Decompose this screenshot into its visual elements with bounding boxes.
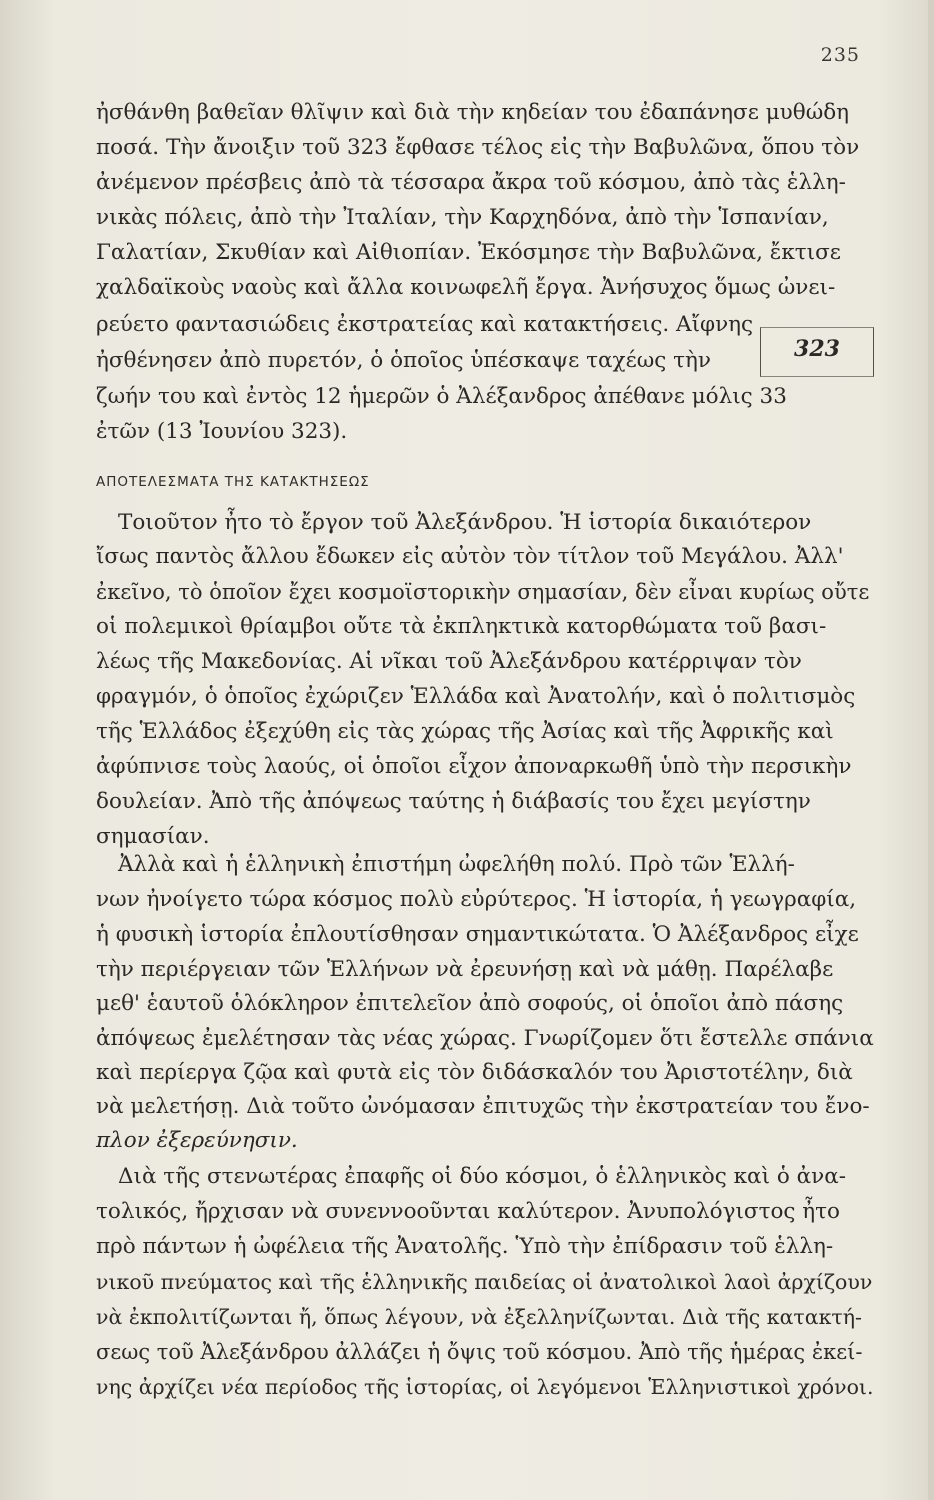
text-line: νικοῦ πνεύματος καὶ τῆς ἑλληνικῆς παιδείας οἱ ἀνατολικοὶ λαοὶ ἀρχίζουν — [96, 1270, 873, 1294]
text-line: ἐκεῖνο, τὸ ὁποῖον ἔχει κοσμοϊστορικὴν σημασίαν, δὲν εἶναι κυρίως οὔτε — [96, 580, 870, 604]
text-line: τολικός, ἤρχισαν νὰ συνεννοοῦνται καλύτερον. Ἀνυπολόγιστος ἦτο — [96, 1199, 840, 1224]
text-line: Γαλατίαν, Σκυθίαν καὶ Αἰθιοπίαν. Ἐκόσμησε τὴν Βαβυλῶνα, ἔκτισε — [96, 240, 841, 265]
text-line: νὰ ἐκπολιτίζωνται ἤ, ὅπως λέγουν, νὰ ἐξελληνίζωνται. Διὰ τῆς κατακτή- — [96, 1305, 862, 1329]
text-line: ποσά. Τὴν ἄνοιξιν τοῦ 323 ἔφθασε τέλος εἰς τὴν Βαβυλῶνα, ὅπου τὸν — [96, 135, 860, 160]
text-line: οἱ πολεμικοὶ θρίαμβοι οὔτε τὰ ἐκπληκτικὰ κατορθώματα τοῦ βασι- — [96, 614, 827, 639]
text-line: ἠσθάνθη βαθεῖαν θλῖψιν καὶ διὰ τὴν κηδείαν του ἐδαπάνησε μυθώδη — [96, 100, 850, 125]
text-line: τῆς Ἑλλάδος ἐξεχύθη εἰς τὰς χώρας τῆς Ἀσίας καὶ τῆς Ἀφρικῆς καὶ — [96, 719, 834, 744]
text-line: πλον ἐξερεύνησιν. — [96, 1128, 298, 1153]
text-line: νων ἠνοίγετο τώρα κόσμος πολὺ εὐρύτερος. Ἡ ἱστορία, ἡ γεωγραφία, — [96, 887, 857, 912]
margin-date-box — [760, 327, 874, 377]
text-line: ἴσως παντὸς ἄλλου ἔδωκεν εἰς αὐτὸν τὸν τίτλον τοῦ Μεγάλου. Ἀλλ' — [96, 544, 844, 569]
text-line: ρεύετο φαντασιώδεις ἐκστρατείας καὶ κατακτήσεις. Αἴφνης — [96, 312, 754, 337]
page-edge — [928, 0, 934, 1500]
text-line: νικὰς πόλεις, ἀπὸ τὴν Ἰταλίαν, τὴν Καρχηδόνα, ἀπὸ τὴν Ἱσπανίαν, — [96, 205, 829, 230]
text-line: ἡ φυσικὴ ἱστορία ἐπλουτίσθησαν σημαντικώτατα. Ὁ Ἀλέξανδρος εἶχε — [96, 922, 859, 947]
text-line: σημασίαν. — [96, 824, 210, 849]
text-line: μεθ' ἑαυτοῦ ὁλόκληρον ἐπιτελεῖον ἀπὸ σοφούς, οἱ ὁποῖοι ἀπὸ πάσης — [96, 991, 844, 1016]
page-number: 235 — [820, 44, 860, 66]
text-line: Τοιοῦτον ἦτο τὸ ἔργον τοῦ Ἀλεξάνδρου. Ἡ ἱστορία δικαιότερον — [118, 510, 812, 535]
text-line: ἀνέμενον πρέσβεις ἀπὸ τὰ τέσσαρα ἄκρα τοῦ κόσμου, ἀπὸ τὰς ἑλλη- — [96, 170, 846, 195]
text-line: ἐτῶν (13 Ἰουνίου 323). — [96, 419, 348, 444]
text-line: λέως τῆς Μακεδονίας. Αἱ νῖκαι τοῦ Ἀλεξάνδρου κατέρριψαν τὸν — [96, 649, 802, 674]
text-line: ἀφύπνισε τοὺς λαούς, οἱ ὁποῖοι εἶχον ἀποναρκωθῆ ὑπὸ τὴν περσικὴν — [96, 754, 852, 779]
text-line: Διὰ τῆς στενωτέρας ἐπαφῆς οἱ δύο κόσμοι, ὁ ἑλληνικὸς καὶ ὁ ἀνα- — [118, 1164, 846, 1189]
text-line: ζωήν του καὶ ἐντὸς 12 ἡμερῶν ὁ Ἀλέξανδρος ἀπέθανε μόλις 33 — [96, 384, 787, 409]
text-line: νης ἀρχίζει νέα περίοδος τῆς ἱστορίας, οἱ λεγόμενοι Ἑλληνιστικοὶ χρόνοι. — [96, 1375, 874, 1399]
text-line: δουλείαν. Ἀπὸ τῆς ἀπόψεως ταύτης ἡ διάβασίς του ἔχει μεγίστην — [96, 789, 811, 814]
text-line: φραγμόν, ὁ ὁποῖος ἐχώριζεν Ἑλλάδα καὶ Ἀνατολήν, καὶ ὁ πολιτισμὸς — [96, 684, 856, 709]
text-line: καὶ περίεργα ζῷα καὶ φυτὰ εἰς τὸν διδάσκαλόν του Ἀριστοτέλην, διὰ — [96, 1060, 853, 1085]
text-line: σεως τοῦ Ἀλεξάνδρου ἀλλάζει ἡ ὄψις τοῦ κόσμου. Ἀπὸ τῆς ἡμέρας ἐκεί- — [96, 1340, 863, 1364]
text-line: τὴν περιέργειαν τῶν Ἑλλήνων νὰ ἐρευνήσῃ καὶ νὰ μάθῃ. Παρέλαβε — [96, 957, 834, 982]
margin-date-note: 323 — [794, 336, 840, 362]
text-line: Ἀλλὰ καὶ ἡ ἑλληνικὴ ἐπιστήμη ὠφελήθη πολύ. Πρὸ τῶν Ἑλλή- — [118, 852, 795, 877]
text-line: νὰ μελετήσῃ. Διὰ τοῦτο ὠνόμασαν ἐπιτυχῶς τὴν ἐκστρατείαν του ἔνο- — [96, 1094, 870, 1119]
text-line: πρὸ πάντων ἡ ὠφέλεια τῆς Ἀνατολῆς. Ὑπὸ τὴν ἐπίδρασιν τοῦ ἑλλη- — [96, 1234, 834, 1259]
section-heading: ΑΠΟΤΕΛΕΣΜΑΤΑ ΤΗΣ ΚΑΤΑΚΤΗΣΕΩΣ — [96, 474, 370, 490]
text-line: ἀπόψεως ἐμελέτησαν τὰς νέας χώρας. Γνωρίζομεν ὅτι ἔστελλε σπάνια — [96, 1026, 874, 1051]
text-line: ἠσθένησεν ἀπὸ πυρετόν, ὁ ὁποῖος ὑπέσκαψε ταχέως τὴν — [96, 348, 711, 373]
text-line: χαλδαϊκοὺς ναοὺς καὶ ἄλλα κοινωφελῆ ἔργα. Ἀνήσυχος ὅμως ὠνει- — [96, 275, 836, 300]
